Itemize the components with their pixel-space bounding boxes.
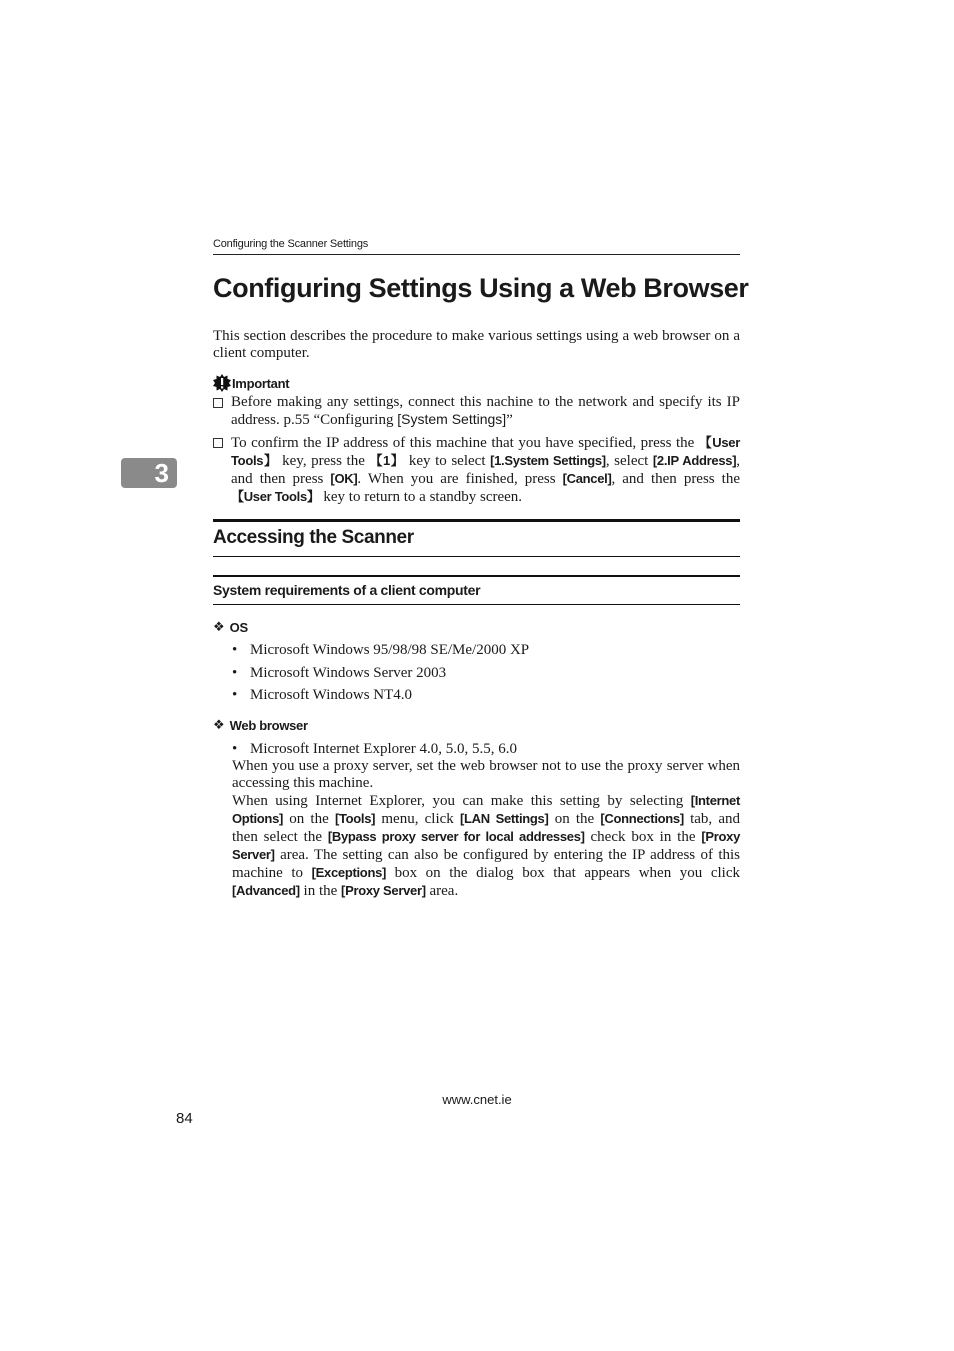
user-tools-key: 【User Tools】: [231, 435, 740, 468]
web-browser-label: Web browser: [229, 717, 308, 733]
lan-settings-label: [LAN Settings]: [460, 811, 549, 826]
connections-label: [Connections]: [600, 811, 684, 826]
diamond-bullet-icon: ❖: [213, 717, 225, 732]
exceptions-label: [Exceptions]: [311, 865, 387, 880]
running-header: [213, 237, 740, 255]
item2-text: key to select: [404, 453, 491, 469]
ip-address-label: [2.IP Address]: [652, 453, 737, 468]
item2-text: , select: [605, 453, 653, 469]
important-item-1: [213, 394, 740, 429]
subsection-heading: System requirements of a client computer: [213, 582, 481, 598]
system-settings-label: [1.System Settings]: [490, 453, 606, 468]
os-label: OS: [229, 619, 248, 635]
section-rule-top: [213, 519, 740, 522]
checkbox-bullet-icon: [213, 438, 223, 448]
item2-text: . When you are finished, press: [357, 471, 563, 487]
item2-text: key, press the: [277, 453, 370, 469]
ok-label: [OK]: [330, 471, 358, 486]
running-header-text: Configuring the Scanner Settings: [213, 238, 369, 250]
web-browser-notes: [232, 758, 740, 900]
item1-text: Before making any settings, connect this nachine to the network and specify its IP address. p.55 “Configuring: [231, 394, 740, 428]
list-item: [232, 687, 412, 704]
cancel-label: [Cancel]: [562, 471, 612, 486]
list-item-text: Microsoft Internet Explorer 4.0, 5.0, 5.5, 6.0: [250, 741, 518, 757]
intro-paragraph: This section describes the procedure to make various settings using a web browser on a client computer.: [213, 328, 740, 361]
section-heading: Accessing the Scanner: [213, 527, 414, 548]
important-label: Important: [232, 375, 290, 391]
diamond-bullet-icon: ❖: [213, 619, 225, 634]
bypass-proxy-label: [Bypass proxy server for local addresses]: [327, 829, 585, 844]
key-1: 【1】: [369, 453, 405, 468]
list-item-text: Microsoft Windows 95/98/98 SE/Me/2000 XP: [250, 642, 530, 658]
chapter-tab: [121, 458, 177, 488]
advanced-label: [Advanced]: [232, 883, 300, 898]
section-rule-bottom: [213, 556, 740, 557]
internet-options-label: [Internet Options]: [232, 793, 740, 826]
page-title: Configuring Settings Using a Web Browser: [213, 273, 749, 303]
bullet-icon: •: [232, 687, 238, 703]
internet-explorer-instructions: When using Internet Explorer, you can make this setting by selecting [Internet Options] on the [Tools] menu, click [LAN Settings] on the [Connections] tab, and then select the [Bypass proxy server for local addresses] check box in the [Proxy Server] area. The setting can also be configured by entering the IP address of this machine to [Exceptions] box on the dialog box that appears when you click [Advanced] in the [Proxy Server] area.: [232, 793, 741, 899]
checkbox-bullet-icon: [213, 398, 223, 408]
chapter-number: 3: [154, 457, 169, 488]
item2-text: To confirm the IP address of this machine that you have specified, press the: [231, 435, 699, 451]
important-heading: [213, 374, 289, 392]
subsection-rule-top: [213, 575, 740, 577]
page-number: 84: [176, 1110, 193, 1127]
important-icon: [213, 374, 231, 392]
bullet-icon: •: [232, 642, 238, 658]
proxy-server-label: [Proxy Server]: [232, 829, 741, 862]
list-item: [232, 642, 529, 659]
item2-text: , and then press: [231, 453, 740, 487]
os-heading: [213, 619, 248, 635]
web-browser-heading: [213, 717, 308, 733]
item1-text-end: ”: [506, 412, 513, 428]
tools-label: [Tools]: [334, 811, 376, 826]
user-tools-key: 【User Tools】: [231, 489, 320, 504]
subsection-rule-bottom: [213, 604, 740, 605]
list-item: [232, 741, 517, 758]
important-item-2: [213, 434, 740, 506]
bullet-icon: •: [232, 665, 238, 681]
bullet-icon: •: [232, 741, 238, 757]
system-settings-reference[interactable]: [System Settings]: [397, 411, 507, 427]
proxy-server-label: [Proxy Server]: [341, 883, 426, 898]
proxy-note: When you use a proxy server, set the web browser not to use the proxy server when accessing this machine.: [232, 758, 740, 791]
list-item-text: Microsoft Windows NT4.0: [250, 687, 413, 703]
item2-text: , and then press the: [611, 471, 741, 487]
footer-url: www.cnet.ie: [442, 1092, 512, 1107]
item2-text: key to return to a standby screen.: [319, 489, 523, 505]
list-item: [232, 665, 446, 682]
list-item-text: Microsoft Windows Server 2003: [250, 665, 447, 681]
